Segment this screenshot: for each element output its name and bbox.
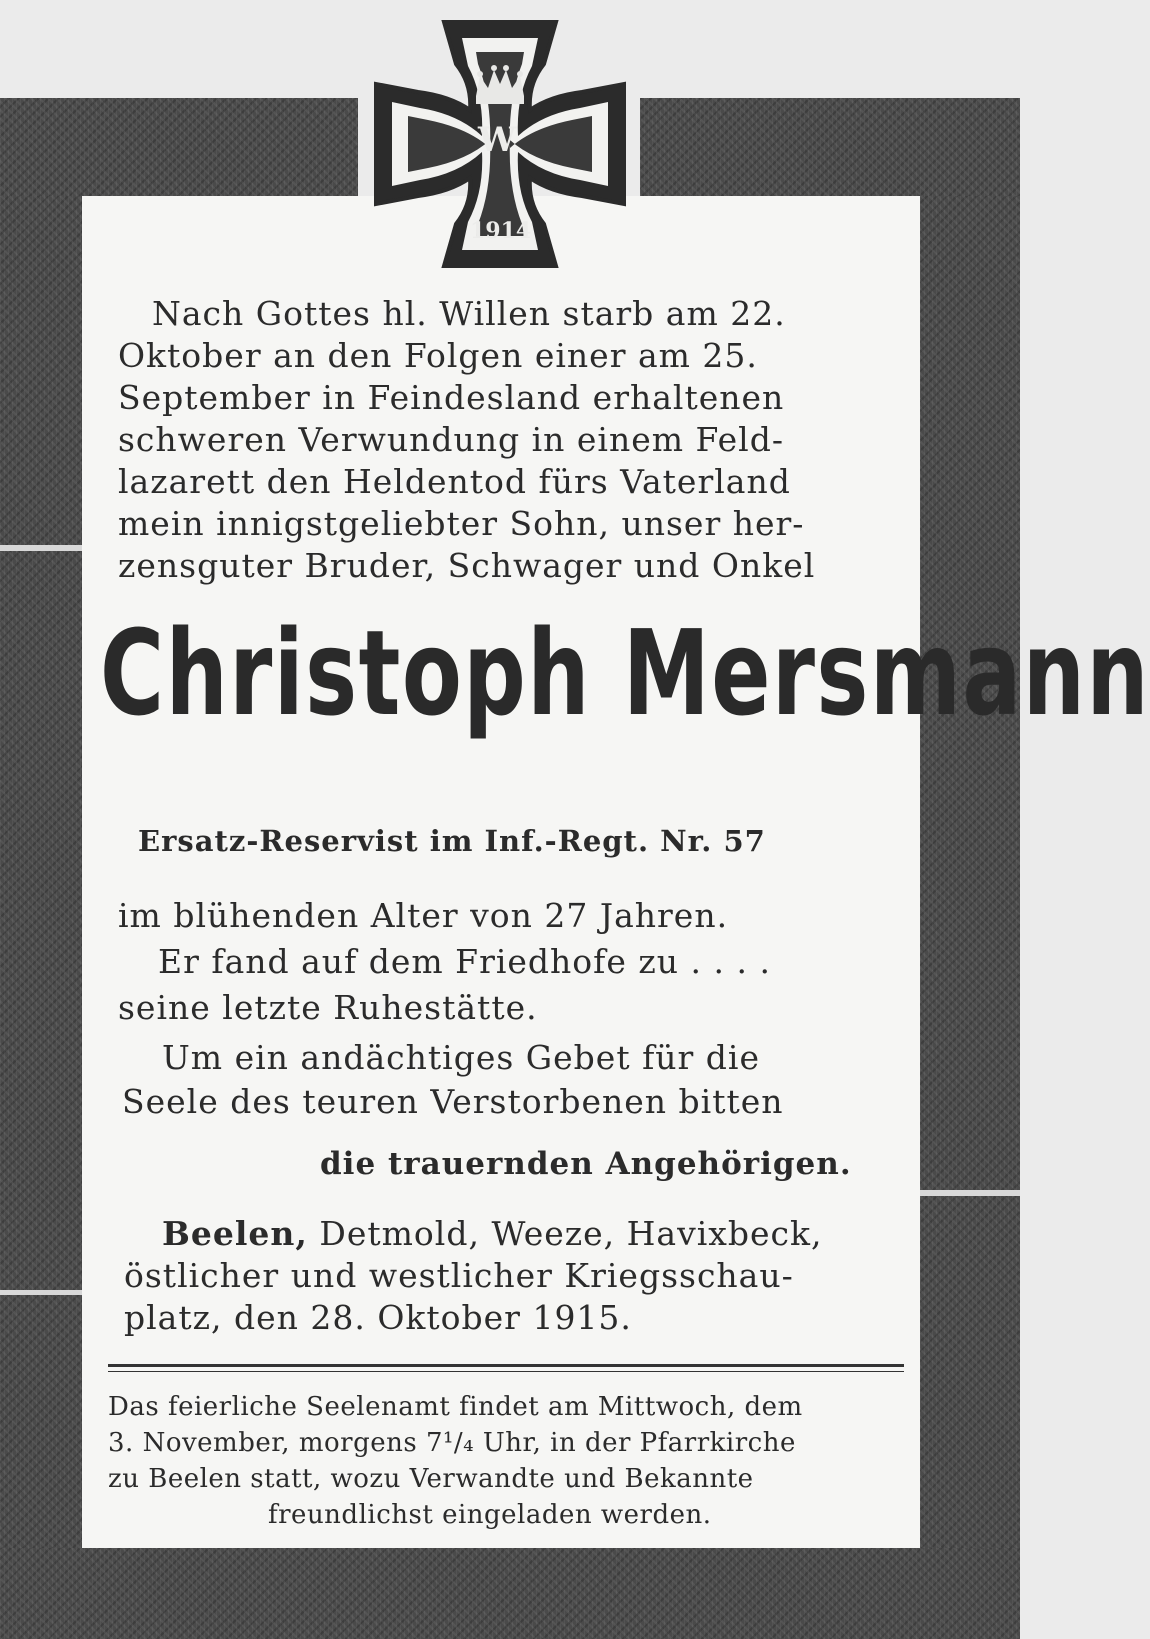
intro-line: schweren Verwundung in einem Feld- <box>118 420 784 459</box>
mourning-border-left <box>0 196 82 1639</box>
places-line-2: östlicher und westlicher Kriegsschau- <box>124 1256 794 1295</box>
places-line <box>162 1214 823 1253</box>
mourning-border-right <box>920 196 1020 1639</box>
intro-line: September in Feindesland erhaltenen <box>118 378 785 417</box>
deceased-name: Christoph Mersmann <box>100 604 1150 742</box>
border-seam <box>920 1190 1020 1196</box>
prayer-line: Seele des teuren Verstorbenen bitten <box>122 1082 784 1121</box>
notice-line: zu Beelen statt, wozu Verwandte und Bekannte <box>108 1464 754 1494</box>
signature: die trauernden Angehörigen. <box>320 1146 852 1182</box>
notice-line: Das feierliche Seelenamt findet am Mittwoch, dem <box>108 1392 803 1422</box>
places-first: Beelen, <box>162 1214 308 1253</box>
intro-line: zensguter Bruder, Schwager und Onkel <box>118 546 816 585</box>
cross-letter: W <box>478 120 517 160</box>
cross-year: 1914 <box>470 218 532 244</box>
places-rest: Detmold, Weeze, Havixbeck, <box>307 1214 823 1253</box>
military-rank: Ersatz-Reservist im Inf.-Regt. Nr. 57 <box>138 824 766 858</box>
notice-line: 3. November, morgens 7¹/₄ Uhr, in der Pfarrkirche <box>108 1428 796 1458</box>
date-line: platz, den 28. Oktober 1915. <box>124 1298 632 1337</box>
separator-rule <box>108 1371 904 1372</box>
prayer-line: Um ein andächtiges Gebet für die <box>162 1038 761 1077</box>
intro-line: Nach Gottes hl. Willen starb am 22. <box>152 294 786 333</box>
burial-line: seine letzte Ruhestätte. <box>118 988 538 1027</box>
mourning-border-top-left <box>0 98 358 196</box>
intro-line: mein innigstgeliebter Sohn, unser her- <box>118 504 805 543</box>
mourning-border-bottom <box>0 1548 1020 1639</box>
mourning-border-top-right <box>640 98 1020 196</box>
border-seam <box>0 1290 82 1295</box>
notice-line: freundlichst eingeladen werden. <box>268 1500 712 1530</box>
separator-rule <box>108 1364 904 1367</box>
burial-line: Er fand auf dem Friedhofe zu . . . . <box>158 942 771 981</box>
age-line: im blühenden Alter von 27 Jahren. <box>118 896 729 935</box>
border-seam <box>0 545 82 551</box>
intro-line: lazarett den Heldentod fürs Vaterland <box>118 462 791 501</box>
intro-line: Oktober an den Folgen einer am 25. <box>118 336 758 375</box>
